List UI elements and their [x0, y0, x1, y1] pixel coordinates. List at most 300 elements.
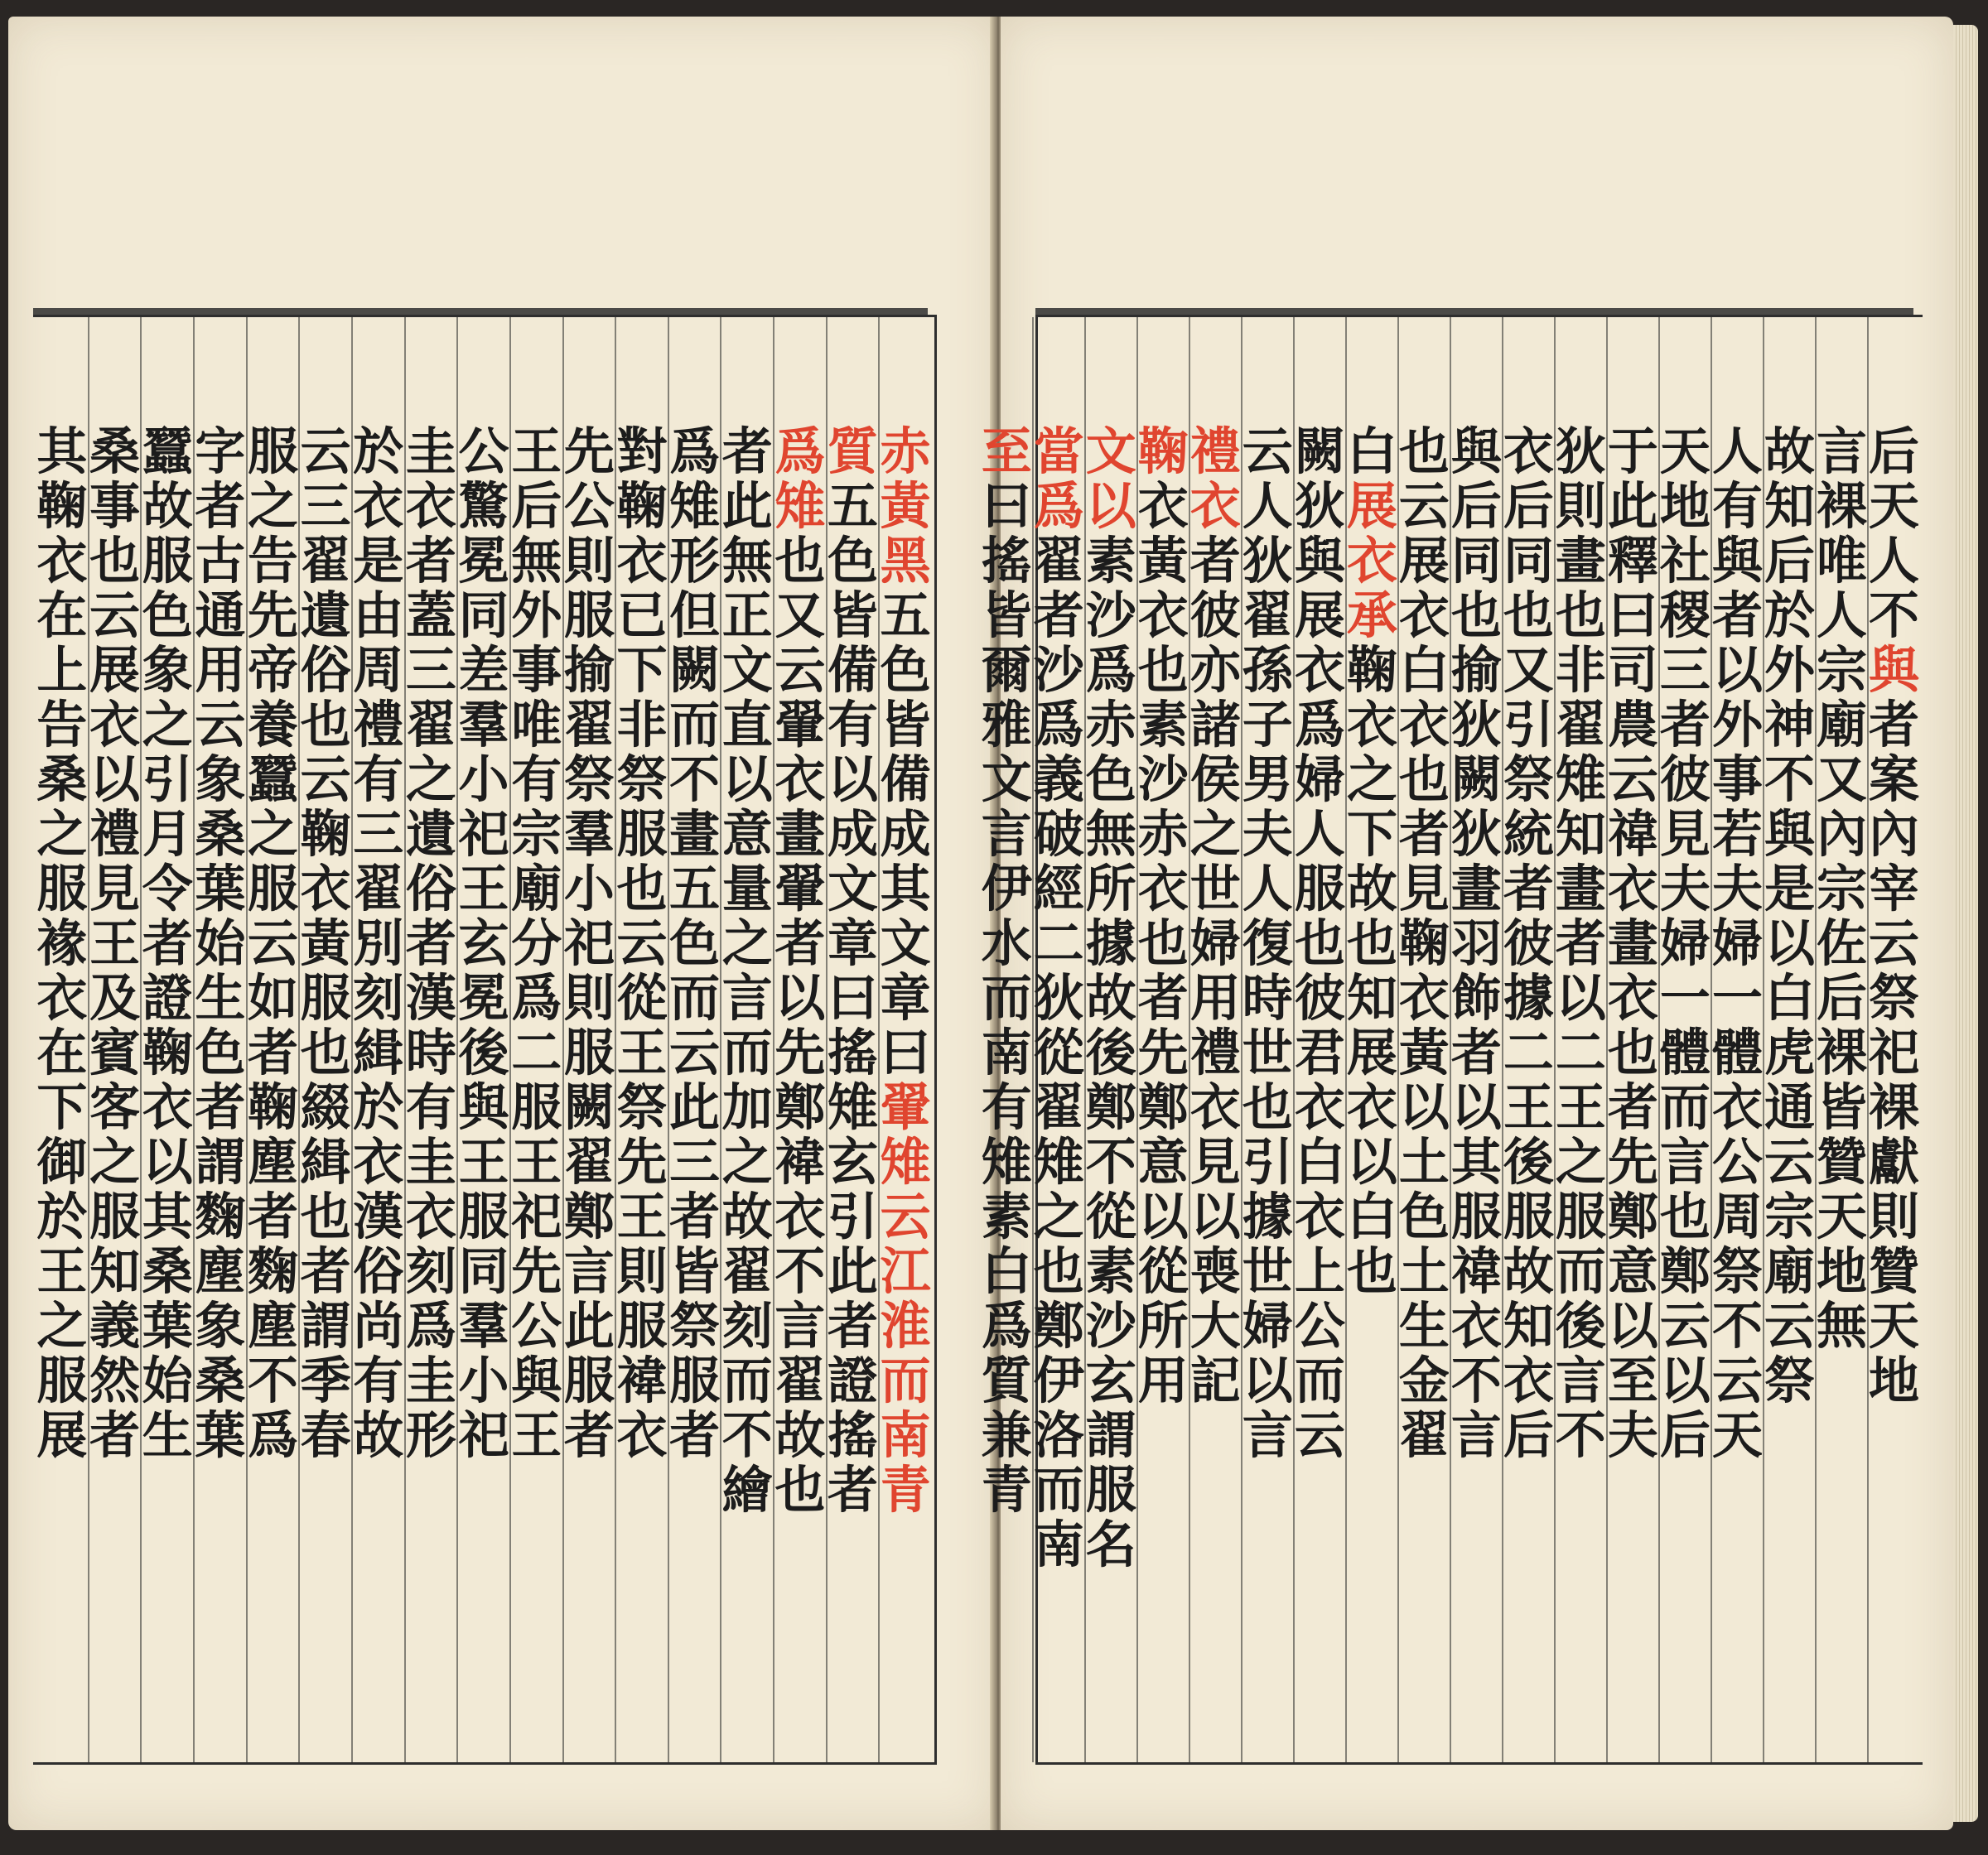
character: 后 [1503, 1406, 1554, 1465]
character: 文 [721, 641, 773, 700]
character: 桑 [195, 1352, 246, 1410]
character: 從 [1137, 1242, 1189, 1301]
character: 者 [669, 1188, 721, 1246]
character: 鄭 [1033, 1297, 1084, 1356]
character: 白 [1294, 1133, 1345, 1192]
character: 玄 [1085, 1352, 1136, 1410]
character: 彼 [1659, 750, 1711, 809]
character: 後 [1555, 1297, 1606, 1356]
character: 狄 [1242, 532, 1293, 590]
character: 宗 [1816, 641, 1867, 700]
character: 衣 [36, 969, 88, 1028]
character: 禕 [1607, 805, 1658, 864]
character: 三 [405, 641, 456, 700]
character: 不 [774, 1242, 826, 1301]
character: 人 [1242, 477, 1293, 536]
character: 文 [828, 860, 879, 918]
character: 翟 [563, 696, 615, 754]
character: 有 [828, 696, 879, 754]
character: 褘 [774, 1133, 826, 1192]
character: 從 [1033, 1024, 1084, 1082]
character: 王 [89, 914, 141, 973]
character: 二 [1033, 914, 1084, 973]
text-column [1815, 317, 1867, 1762]
character: 見 [1189, 1133, 1241, 1192]
character: 爲 [511, 969, 562, 1028]
character: 雉 [1555, 750, 1606, 809]
character: 狄 [1450, 696, 1502, 754]
character: 王 [36, 1242, 88, 1301]
character: 始 [195, 914, 246, 973]
text-column [1711, 317, 1763, 1762]
character: 世 [1242, 1024, 1293, 1082]
character: 也 [1398, 750, 1450, 809]
character: 以 [774, 969, 826, 1028]
character: 者 [563, 1406, 615, 1465]
character: 者 [669, 1406, 721, 1465]
character: 言 [1555, 1352, 1606, 1410]
character: 章 [828, 914, 879, 973]
character: 時 [405, 1024, 456, 1082]
character: 而 [880, 1352, 931, 1410]
character: 外 [1764, 641, 1815, 700]
character: 桑 [36, 750, 88, 809]
character: 三 [353, 805, 404, 864]
character: 至 [1607, 1352, 1658, 1410]
character: 五 [828, 477, 879, 536]
character: 皆 [981, 586, 1032, 645]
character: 與 [1450, 422, 1502, 481]
character: 有 [353, 750, 404, 809]
character: 沙 [1085, 1297, 1136, 1356]
character: 其 [880, 860, 931, 918]
character: 引 [142, 750, 193, 809]
character: 周 [1711, 1188, 1763, 1246]
character: 蓋 [405, 586, 456, 645]
character: 之 [1033, 1188, 1084, 1246]
character: 之 [89, 1133, 141, 1192]
character: 帝 [247, 641, 298, 700]
character: 衣 [616, 532, 668, 590]
character: 佐 [1816, 914, 1867, 973]
character: 以 [1607, 1297, 1658, 1356]
character: 御 [36, 1133, 88, 1192]
character: 之 [721, 1133, 773, 1192]
character: 鞠 [1137, 422, 1189, 481]
character: 以 [1398, 1078, 1450, 1137]
text-column [193, 317, 246, 1762]
character: 祀 [511, 1188, 562, 1246]
text-column [1293, 317, 1345, 1762]
character: 養 [247, 696, 298, 754]
character: 皆 [828, 586, 879, 645]
character: 於 [1764, 586, 1815, 645]
character: 服 [36, 860, 88, 918]
character: 又 [1816, 750, 1867, 809]
character: 公 [1294, 1297, 1345, 1356]
character: 衣 [1450, 1297, 1502, 1356]
character: 彼 [1294, 969, 1345, 1028]
character: 禮 [353, 696, 404, 754]
character: 後 [458, 1024, 509, 1082]
character: 先 [616, 1133, 668, 1192]
character: 有 [511, 750, 562, 809]
character: 鄭 [774, 1078, 826, 1137]
character: 正 [721, 586, 773, 645]
character: 此 [1607, 477, 1658, 536]
character: 農 [1607, 696, 1658, 754]
character: 衣 [142, 1078, 193, 1137]
character: 展 [1346, 477, 1397, 536]
character: 以 [1242, 1352, 1293, 1410]
character: 用 [1137, 1352, 1189, 1410]
character: 云 [1607, 750, 1658, 809]
character: 也 [1503, 586, 1554, 645]
character: 云 [669, 1024, 721, 1082]
character: 故 [1764, 422, 1815, 481]
character: 是 [1764, 860, 1815, 918]
character: 祭 [1764, 1352, 1815, 1410]
character: 曰 [828, 969, 879, 1028]
character: 者 [721, 422, 773, 481]
character: 此 [669, 1078, 721, 1137]
character: 衣 [1137, 477, 1189, 536]
character: 當 [1033, 422, 1084, 481]
text-column [456, 317, 509, 1762]
character: 始 [142, 1352, 193, 1410]
character: 又 [774, 586, 826, 645]
character: 翟 [563, 1133, 615, 1192]
character: 者 [1659, 696, 1711, 754]
character: 統 [1503, 805, 1554, 864]
text-column [982, 317, 1032, 1762]
character: 衣 [1294, 1188, 1345, 1246]
character: 而 [1659, 1078, 1711, 1137]
character: 南 [1033, 1515, 1084, 1574]
character: 爲 [1294, 696, 1345, 754]
character: 則 [616, 1242, 668, 1301]
character: 天 [1659, 422, 1711, 481]
character: 於 [353, 1078, 404, 1137]
character: 婦 [1711, 914, 1763, 973]
character: 雉 [880, 1133, 931, 1192]
character: 不 [1711, 1297, 1763, 1356]
character: 與 [1711, 532, 1763, 590]
character: 夫 [1607, 1406, 1658, 1465]
character: 也 [1555, 586, 1606, 645]
character: 二 [1503, 1024, 1554, 1082]
character: 云 [616, 914, 668, 973]
character: 飾 [1450, 969, 1502, 1028]
character: 王 [1555, 1078, 1606, 1137]
character: 爲 [1033, 477, 1084, 536]
character: 內 [1816, 805, 1867, 864]
character: 衣 [89, 696, 141, 754]
character: 于 [1607, 422, 1658, 481]
character: 鞠 [1398, 914, 1450, 973]
character: 羽 [1450, 914, 1502, 973]
character: 衣 [1137, 860, 1189, 918]
character: 搖 [828, 1024, 879, 1082]
character: 桑 [195, 805, 246, 864]
character: 下 [36, 1078, 88, 1137]
character: 與 [1294, 532, 1345, 590]
character: 衣 [1503, 422, 1554, 481]
character: 於 [36, 1188, 88, 1246]
character: 揄 [1450, 641, 1502, 700]
character: 知 [1764, 477, 1815, 536]
character: 唯 [1816, 532, 1867, 590]
character: 人 [1294, 805, 1345, 864]
character: 者 [405, 914, 456, 973]
character: 者 [1398, 805, 1450, 864]
character: 闕 [1294, 422, 1345, 481]
character: 故 [142, 477, 193, 536]
character: 文 [981, 750, 1032, 809]
text-column [1032, 317, 1084, 1762]
character: 土 [1398, 1242, 1450, 1301]
character: 塵 [247, 1133, 298, 1192]
character: 衣 [1398, 586, 1450, 645]
character: 王 [458, 860, 509, 918]
text-column [1136, 317, 1189, 1762]
character: 故 [1346, 860, 1397, 918]
character: 五 [880, 586, 931, 645]
character: 禮 [89, 805, 141, 864]
character: 其 [142, 1188, 193, 1246]
character: 之 [142, 696, 193, 754]
character: 非 [1555, 641, 1606, 700]
character: 故 [1085, 969, 1136, 1028]
character: 者 [1711, 586, 1763, 645]
character: 社 [1659, 532, 1711, 590]
character: 文 [1085, 422, 1136, 481]
character: 土 [1398, 1133, 1450, 1192]
character: 贊 [1816, 1133, 1867, 1192]
character: 雉 [1033, 1133, 1084, 1192]
character: 服 [563, 1024, 615, 1082]
character: 加 [721, 1078, 773, 1137]
character: 有 [353, 1352, 404, 1410]
character: 此 [721, 477, 773, 536]
character: 雉 [828, 1078, 879, 1137]
character: 雉 [774, 477, 826, 536]
character: 也 [1659, 1188, 1711, 1246]
character: 言 [1816, 422, 1867, 481]
character: 也 [616, 860, 668, 918]
character: 古 [195, 532, 246, 590]
character: 夫 [1711, 860, 1763, 918]
character: 者 [828, 1461, 879, 1520]
character: 在 [36, 586, 88, 645]
character: 后 [1659, 1406, 1711, 1465]
character: 以 [1555, 969, 1606, 1028]
character: 黃 [300, 914, 351, 973]
character: 翟 [405, 696, 456, 754]
character: 素 [1085, 1242, 1136, 1301]
character: 備 [828, 641, 879, 700]
character: 無 [511, 532, 562, 590]
character: 從 [1085, 1188, 1136, 1246]
character: 差 [458, 641, 509, 700]
character: 畫 [1450, 860, 1502, 918]
character: 賓 [89, 1024, 141, 1082]
character: 天 [1711, 1406, 1763, 1465]
character: 者 [247, 1024, 298, 1082]
character: 漢 [405, 969, 456, 1028]
character: 鞠 [36, 477, 88, 536]
character: 赤 [1085, 696, 1136, 754]
character: 云 [1868, 914, 1919, 973]
character: 后 [1450, 477, 1502, 536]
character: 云 [1764, 1297, 1815, 1356]
character: 有 [405, 1078, 456, 1137]
character: 玄 [458, 914, 509, 973]
character: 遺 [405, 805, 456, 864]
character: 而 [1555, 1242, 1606, 1301]
character: 畫 [669, 805, 721, 864]
character: 服 [1294, 860, 1345, 918]
character: 祭 [616, 750, 668, 809]
character: 展 [1398, 532, 1450, 590]
character: 如 [247, 969, 298, 1028]
character: 爲 [1033, 696, 1084, 754]
character: 衣 [1346, 696, 1397, 754]
text-column [1554, 317, 1606, 1762]
text-column [1658, 317, 1711, 1762]
character: 文 [880, 914, 931, 973]
character: 虎 [1764, 1024, 1815, 1082]
character: 之 [721, 914, 773, 973]
character: 上 [1294, 1242, 1345, 1301]
character: 服 [142, 532, 193, 590]
character: 同 [458, 586, 509, 645]
character: 翟 [1398, 1406, 1450, 1465]
character: 象 [195, 750, 246, 809]
character: 曰 [981, 477, 1032, 536]
character: 翟 [300, 532, 351, 590]
character: 之 [405, 750, 456, 809]
text-column [246, 317, 299, 1762]
character: 無 [1085, 805, 1136, 864]
character: 形 [405, 1406, 456, 1465]
character: 至 [981, 422, 1032, 481]
character: 以 [142, 1133, 193, 1192]
character: 衣 [616, 1406, 668, 1465]
character: 無 [1816, 1297, 1867, 1356]
character: 天 [1868, 1297, 1919, 1356]
character: 若 [1711, 805, 1763, 864]
text-column [562, 317, 615, 1762]
character: 緝 [300, 1133, 351, 1192]
character: 者 [1137, 969, 1189, 1028]
character: 衣 [1398, 969, 1450, 1028]
character: 不 [721, 1406, 773, 1465]
text-column [1450, 317, 1502, 1762]
character: 孫 [1242, 641, 1293, 700]
character: 知 [89, 1242, 141, 1301]
character: 大 [1189, 1297, 1241, 1356]
character: 服 [36, 1352, 88, 1410]
left-text-frame [33, 315, 937, 1765]
character: 展 [1294, 586, 1345, 645]
character: 服 [669, 1352, 721, 1410]
character: 衣 [1294, 1078, 1345, 1137]
character: 裸 [1816, 477, 1867, 536]
character: 葉 [195, 860, 246, 918]
character: 禮 [1189, 422, 1241, 481]
character: 人 [1242, 860, 1293, 918]
character: 鄭 [1607, 1188, 1658, 1246]
character: 字 [195, 422, 246, 481]
character: 素 [1137, 696, 1189, 754]
character: 事 [89, 477, 141, 536]
text-column [1763, 317, 1815, 1762]
character: 狄 [1555, 422, 1606, 481]
character: 三 [1659, 641, 1711, 700]
character: 翟 [1033, 1078, 1084, 1137]
character: 言 [721, 969, 773, 1028]
character: 者 [774, 914, 826, 973]
character: 時 [1242, 969, 1293, 1028]
character: 引 [828, 1188, 879, 1246]
character: 成 [828, 805, 879, 864]
character: 圭 [405, 1133, 456, 1192]
character: 沙 [1085, 586, 1136, 645]
character: 爲 [247, 1406, 298, 1465]
character: 義 [1033, 750, 1084, 809]
character: 鄭 [1085, 1078, 1136, 1137]
text-column [1867, 317, 1919, 1762]
character: 俗 [300, 641, 351, 700]
character: 天 [1816, 1188, 1867, 1246]
character: 翬 [774, 696, 826, 754]
character: 也 [1607, 1024, 1658, 1082]
character: 見 [89, 860, 141, 918]
character: 后 [1764, 532, 1815, 590]
character: 王 [511, 1133, 562, 1192]
character: 先 [1137, 1024, 1189, 1082]
character: 塵 [195, 1242, 246, 1301]
character: 王 [1503, 1078, 1554, 1137]
character: 圭 [405, 1352, 456, 1410]
character: 別 [353, 914, 404, 973]
character: 繪 [721, 1461, 773, 1520]
text-column [1502, 317, 1554, 1762]
character: 一 [1711, 969, 1763, 1028]
character: 則 [563, 532, 615, 590]
character: 體 [1711, 1024, 1763, 1082]
character: 爲 [1085, 641, 1136, 700]
character: 衣 [1189, 1078, 1241, 1137]
character: 意 [721, 805, 773, 864]
character: 沙 [1137, 750, 1189, 809]
character: 故 [774, 1406, 826, 1465]
character: 意 [1607, 1242, 1658, 1301]
character: 狄 [1294, 477, 1345, 536]
text-column [88, 317, 141, 1762]
character: 則 [1868, 1188, 1919, 1246]
character: 質 [981, 1352, 1032, 1410]
character: 云 [1711, 1352, 1763, 1410]
character: 地 [1659, 477, 1711, 536]
character: 也 [300, 1188, 351, 1246]
character: 禮 [1189, 1024, 1241, 1082]
character: 搖 [981, 532, 1032, 590]
character: 雉 [981, 1133, 1032, 1192]
character: 祭 [1868, 969, 1919, 1028]
character: 破 [1033, 805, 1084, 864]
